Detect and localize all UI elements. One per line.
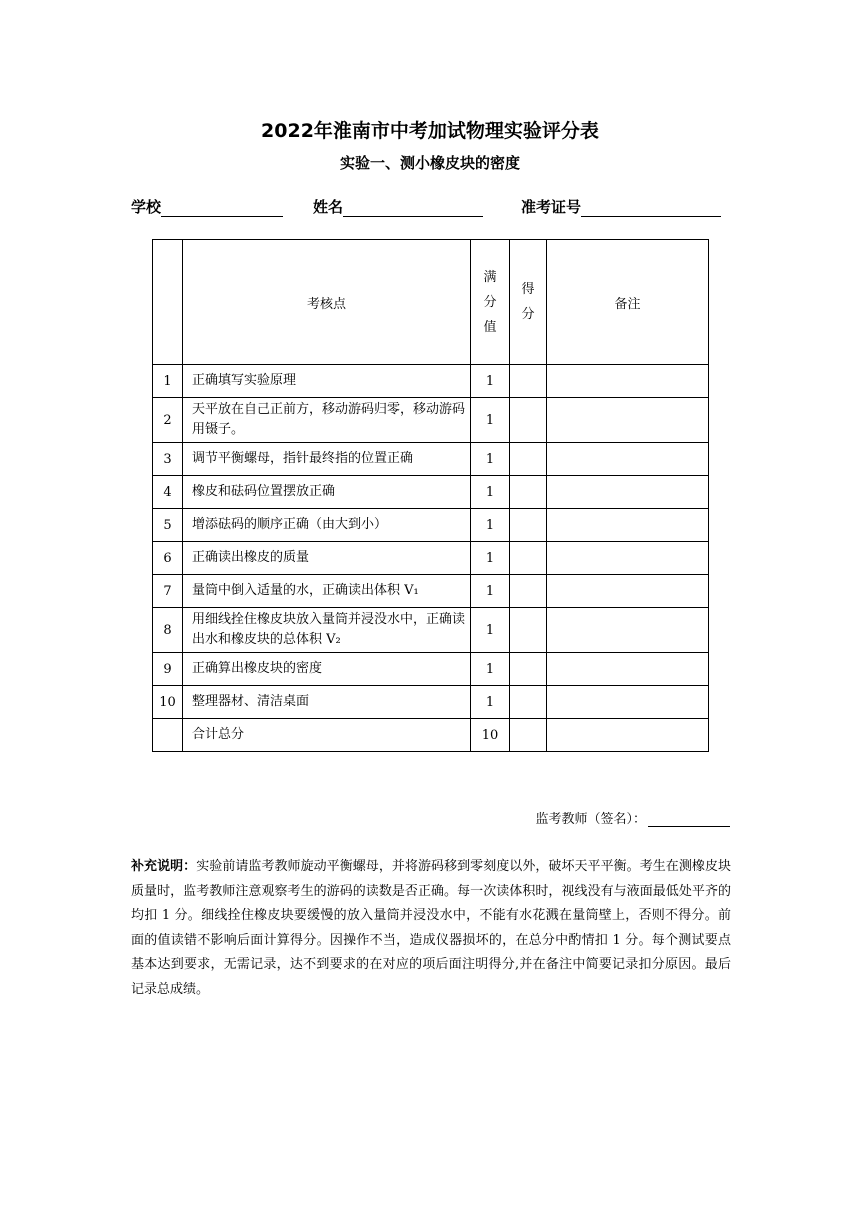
table-row xyxy=(153,365,709,398)
row-score-cell[interactable] xyxy=(510,686,547,719)
table-row xyxy=(153,653,709,686)
row-number: 4 xyxy=(153,476,183,509)
row-full-score: 1 xyxy=(471,542,510,575)
row-remark-cell[interactable] xyxy=(547,476,709,509)
table-row xyxy=(153,608,709,653)
row-score-cell[interactable] xyxy=(510,575,547,608)
school-blank[interactable] xyxy=(161,200,283,217)
supplementary-notes xyxy=(131,855,731,1002)
ticket-number-label: 准考证号 xyxy=(521,198,582,216)
page-title: 2022年淮南市中考加试物理实验评分表 xyxy=(261,120,599,142)
scoring-table xyxy=(152,239,709,752)
header-number xyxy=(153,240,183,365)
row-score-cell[interactable] xyxy=(510,443,547,476)
row-remark-cell[interactable] xyxy=(547,443,709,476)
total-remark-cell[interactable] xyxy=(547,719,709,752)
row-remark-cell[interactable] xyxy=(547,398,709,443)
total-number xyxy=(153,719,183,752)
total-full-score: 10 xyxy=(471,719,510,752)
header-remark: 备注 xyxy=(547,240,709,365)
header-full-score: 满分值 xyxy=(471,240,510,365)
student-info-fields xyxy=(131,196,731,220)
row-number: 3 xyxy=(153,443,183,476)
row-score-cell[interactable] xyxy=(510,608,547,653)
ticket-number-field xyxy=(521,196,721,217)
row-full-score: 1 xyxy=(471,653,510,686)
notes-text: 实验前请监考教师旋动平衡螺母，并将游码移到零刻度以外，破坏天平平衡。考生在测橡皮块质量时，监考教师注意观察考生的游码的读数是否正确。每一次读体积时，视线没有与液面最低处平齐的均扣 1 分。细线拴住橡皮块要缓慢的放入量筒并浸没水中，不能有水花溅在量筒壁上，否则不得分。前面的值读错不影响后面计算得分。因操作不当，造成仪器损坏的，在总分中酌情扣 1 分。每个测试要点基本达到要求，无需记录，达不到要求的在对应的项后面注明得分,并在备注中简要记录扣分原因。最后记录总成绩。 xyxy=(131,859,731,997)
row-full-score: 1 xyxy=(471,476,510,509)
table-row xyxy=(153,686,709,719)
row-full-score: 1 xyxy=(471,575,510,608)
table-row xyxy=(153,542,709,575)
row-remark-cell[interactable] xyxy=(547,653,709,686)
row-item: 调节平衡螺母，指针最终指的位置正确 xyxy=(183,443,471,476)
row-full-score: 1 xyxy=(471,398,510,443)
row-number: 9 xyxy=(153,653,183,686)
table-row xyxy=(153,476,709,509)
school-field xyxy=(131,196,283,217)
row-item: 正确算出橡皮块的密度 xyxy=(183,653,471,686)
row-item: 天平放在自己正前方，移动游码归零，移动游码用镊子。 xyxy=(183,398,471,443)
row-number: 10 xyxy=(153,686,183,719)
row-remark-cell[interactable] xyxy=(547,686,709,719)
monitor-signature-label: 监考教师（签名）： xyxy=(535,812,646,827)
row-item: 橡皮和砝码位置摆放正确 xyxy=(183,476,471,509)
row-item: 用细线拴住橡皮块放入量筒并浸没水中，正确读出水和橡皮块的总体积 V₂ xyxy=(183,608,471,653)
table-header-row xyxy=(153,240,709,365)
row-remark-cell[interactable] xyxy=(547,509,709,542)
row-score-cell[interactable] xyxy=(510,509,547,542)
row-item: 正确填写实验原理 xyxy=(183,365,471,398)
row-item: 增添砝码的顺序正确（由大到小） xyxy=(183,509,471,542)
name-label: 姓名 xyxy=(313,198,344,216)
row-item: 整理器材、清洁桌面 xyxy=(183,686,471,719)
table-row xyxy=(153,509,709,542)
header-score: 得分 xyxy=(510,240,547,365)
row-item: 量筒中倒入适量的水，正确读出体积 V₁ xyxy=(183,575,471,608)
row-score-cell[interactable] xyxy=(510,542,547,575)
row-number: 1 xyxy=(153,365,183,398)
total-score-cell[interactable] xyxy=(510,719,547,752)
ticket-number-blank[interactable] xyxy=(581,200,721,217)
row-full-score: 1 xyxy=(471,608,510,653)
row-full-score: 1 xyxy=(471,686,510,719)
row-number: 6 xyxy=(153,542,183,575)
row-full-score: 1 xyxy=(471,365,510,398)
notes-label: 补充说明： xyxy=(131,859,197,874)
row-remark-cell[interactable] xyxy=(547,608,709,653)
name-blank[interactable] xyxy=(343,200,483,217)
row-score-cell[interactable] xyxy=(510,476,547,509)
table-total-row xyxy=(153,719,709,752)
row-number: 2 xyxy=(153,398,183,443)
monitor-signature-blank[interactable] xyxy=(648,812,730,827)
row-full-score: 1 xyxy=(471,509,510,542)
row-remark-cell[interactable] xyxy=(547,575,709,608)
table-row xyxy=(153,443,709,476)
row-number: 7 xyxy=(153,575,183,608)
row-remark-cell[interactable] xyxy=(547,542,709,575)
total-label: 合计总分 xyxy=(183,719,471,752)
row-full-score: 1 xyxy=(471,443,510,476)
row-score-cell[interactable] xyxy=(510,398,547,443)
row-remark-cell[interactable] xyxy=(547,365,709,398)
table-row xyxy=(153,398,709,443)
name-field xyxy=(313,196,483,217)
school-label: 学校 xyxy=(131,198,162,216)
header-item: 考核点 xyxy=(183,240,471,365)
row-number: 5 xyxy=(153,509,183,542)
monitor-signature xyxy=(535,808,730,827)
row-number: 8 xyxy=(153,608,183,653)
row-score-cell[interactable] xyxy=(510,365,547,398)
experiment-subtitle: 实验一、测小橡皮块的密度 xyxy=(339,154,520,172)
table-row xyxy=(153,575,709,608)
row-item: 正确读出橡皮的质量 xyxy=(183,542,471,575)
row-score-cell[interactable] xyxy=(510,653,547,686)
